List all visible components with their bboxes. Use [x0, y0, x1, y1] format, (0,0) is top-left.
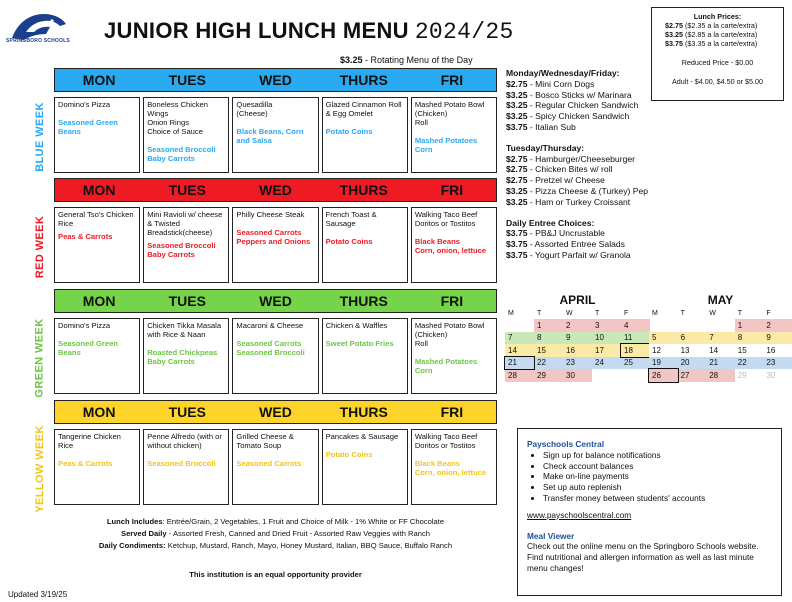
menu-item: Pancakes & Sausage [325, 432, 399, 441]
spacer [506, 133, 656, 143]
menu-side: Seasoned Broccoli [147, 459, 216, 468]
week-label [22, 313, 58, 403]
spacer [236, 118, 314, 127]
menu-cell [232, 318, 318, 394]
menu-cell [322, 97, 408, 173]
menu-item: Chicken & Waffles [325, 321, 388, 330]
calendar-day: 5 [649, 332, 678, 345]
day-header: WED [259, 404, 292, 420]
menu-cell [411, 318, 497, 394]
day-header-bar [54, 178, 497, 202]
spacer [236, 450, 314, 459]
day-header: FRI [440, 404, 464, 420]
includes-label: Lunch Includes [106, 517, 163, 526]
day-header: FRI [440, 182, 464, 198]
menu-item: Walking Taco Beef Doritos or Tostitos [414, 210, 478, 228]
menu-cell [143, 207, 229, 283]
menu-item: Glazed Cinnamon Roll & Egg Omelet [325, 100, 402, 118]
spacer [58, 109, 136, 118]
weekday-header: F [766, 309, 771, 317]
weekday-header: F [624, 309, 629, 317]
updated-date: Updated 3/19/25 [8, 590, 68, 599]
calendar-day: 17 [592, 344, 621, 357]
calendar-day: 29 [735, 369, 764, 382]
calendar-day: 7 [706, 332, 735, 345]
menu-side: Potato Coins [325, 237, 373, 246]
menu-cell [54, 429, 140, 505]
entree-name: - Assorted Entree Salads [527, 239, 625, 250]
menu-side: Seasoned Green Beans [58, 339, 118, 357]
entree-row [506, 239, 656, 250]
calendar-week-row [649, 369, 792, 382]
daily-text: - Assorted Fresh, Canned and Dried Fruit - Assorted Raw Veggies with Ranch [166, 529, 430, 538]
menu-footer [54, 516, 497, 552]
spacer [326, 118, 404, 127]
menu-cell [54, 207, 140, 283]
entree-choices [506, 68, 656, 261]
day-header: MON [82, 182, 116, 198]
entree-price: $3.75 [506, 121, 528, 132]
calendar-table [505, 307, 650, 382]
entree-row [506, 79, 656, 90]
calendar-day: 15 [534, 344, 563, 357]
price-note: ($2.35 a la carte/extra) [683, 21, 758, 30]
calendar-day: 26 [649, 369, 678, 382]
calendar-day [649, 319, 678, 332]
spacer [58, 330, 136, 339]
calendar-day: 9 [563, 332, 592, 345]
equal-opportunity-note: This institution is an equal opportunity provider [189, 570, 362, 579]
entree-row [506, 164, 656, 175]
menu-item: Mini Ravioli w/ cheese & Twisted Breadstick(cheese) [147, 210, 223, 237]
entree-price: $3.75 [506, 239, 528, 250]
menu-cell [232, 207, 318, 283]
calendar-day: 8 [534, 332, 563, 345]
entree-row [506, 186, 656, 197]
menu-item: Chicken Tikka Masala with Rice & Naan [147, 321, 222, 339]
entree-price: $2.75 [506, 164, 528, 175]
entree-name: - Ham or Turkey Croissant [527, 196, 631, 207]
calendar-day: 8 [735, 332, 764, 345]
calendar-day: 22 [534, 357, 563, 370]
list-item: • Sign up for balance notifications [543, 450, 772, 461]
spacer [326, 441, 404, 450]
day-header: FRI [440, 72, 464, 88]
day-header: THURS [339, 293, 388, 309]
calendar-month: APRIL [559, 293, 596, 307]
day-header: WED [259, 182, 292, 198]
menu-cell [232, 429, 318, 505]
calendar-day: 22 [735, 357, 764, 370]
spacer [415, 348, 493, 357]
calendar-week-row [649, 357, 792, 370]
menu-item: Domino's Pizza [58, 100, 111, 109]
calendar-day: 29 [534, 369, 563, 382]
week-label-text: RED WEEK [34, 215, 47, 279]
entree-row [506, 90, 656, 101]
week-row [54, 318, 497, 394]
calendar-day [706, 319, 735, 332]
title-text: JUNIOR HIGH LUNCH MENU [104, 18, 409, 43]
day-header: MON [82, 404, 116, 420]
menu-side: Roasted Chickpeas Baby Carrots [147, 348, 218, 366]
weekday-header: T [595, 309, 600, 317]
menu-side: Mashed Potatoes Corn [414, 136, 478, 154]
menu-side: Seasoned Broccoli Baby Carrots [147, 241, 216, 259]
calendar-day: 19 [649, 357, 678, 370]
entree-name: - PB&J Uncrustable [527, 228, 605, 239]
menu-cell [411, 429, 497, 505]
list-item: • Transfer money between students' accounts [543, 493, 772, 504]
calendar-day: 10 [592, 332, 621, 345]
menu-side: Black Beans Corn, onion, lettuce [414, 459, 487, 477]
calendar-day: 9 [763, 332, 792, 345]
menu-side: Seasoned Carrots Peppers and Onions [236, 228, 311, 246]
entree-name: - Bosco Sticks w/ Marinara [527, 89, 632, 100]
menu-cell [143, 429, 229, 505]
calendar-day: 2 [763, 319, 792, 332]
day-header: TUES [168, 182, 206, 198]
calendar-day: 15 [735, 344, 764, 357]
menu-side: Peas & Carrots [58, 459, 113, 468]
rotating-price: $3.25 [340, 55, 363, 65]
calendar-day [678, 319, 707, 332]
day-header: TUES [168, 72, 206, 88]
entree-name: - Pizza Cheese & (Turkey) Pep [527, 185, 649, 196]
calendar-day: 6 [678, 332, 707, 345]
menu-item: General Tso's Chicken Rice [58, 210, 134, 228]
calendar-day: 12 [649, 344, 678, 357]
spacer [147, 339, 225, 348]
entree-price: $3.25 [506, 196, 528, 207]
calendar-day [592, 369, 621, 382]
menu-item: Penne Alfredo (with or without chicken) [147, 432, 222, 450]
entree-row [506, 111, 656, 122]
menu-item: Boneless Chicken Wings Onion Rings Choice of Sauce [147, 100, 208, 136]
prices-title: Lunch Prices: [693, 12, 742, 21]
calendar-header-row [649, 307, 792, 319]
calendar-day: 14 [505, 344, 534, 357]
day-header: WED [259, 72, 292, 88]
calendar-table [649, 307, 792, 382]
entree-price: $3.25 [506, 89, 528, 100]
price-note: ($3.35 a la carte/extra) [683, 39, 758, 48]
menu-side: Mashed Potatoes Corn [414, 357, 478, 375]
calendar-day: 28 [706, 369, 735, 382]
rotating-text: - Rotating Menu of the Day [362, 55, 473, 65]
calendar-header-row [505, 307, 650, 319]
calendar-week-row [505, 344, 650, 357]
entree-price: $3.25 [506, 111, 528, 122]
entree-price: $2.75 [506, 153, 528, 164]
entree-section-title: Tuesday/Thursday: [506, 142, 585, 153]
menu-side: Sweet Potato Fries [325, 339, 394, 348]
calendar-day: 4 [621, 319, 650, 332]
day-header: WED [259, 293, 292, 309]
calendar-day: 1 [735, 319, 764, 332]
week-row [54, 429, 497, 505]
payschools-link[interactable]: www.payschoolscentral.com [527, 509, 632, 520]
calendar-day: 1 [534, 319, 563, 332]
payschools-title: Payschools Central [527, 439, 605, 449]
spacer [506, 208, 656, 218]
calendar-day: 21 [706, 357, 735, 370]
list-item: • Check account balances [543, 461, 772, 472]
week-label [22, 202, 58, 292]
entree-price: $3.75 [506, 228, 528, 239]
entree-price: $3.25 [506, 100, 528, 111]
entree-name: - Hamburger/Cheeseburger [527, 153, 635, 164]
menu-item: French Toast & Sausage [325, 210, 377, 228]
menu-item: Quesadilla (Cheese) [236, 100, 273, 118]
calendar-day: 16 [763, 344, 792, 357]
entree-price: $3.75 [506, 249, 528, 260]
day-header-bar [54, 289, 497, 313]
spacer [415, 450, 493, 459]
day-header: THURS [339, 182, 388, 198]
list-item: • Set up auto replenish [543, 482, 772, 493]
spacer [58, 450, 136, 459]
menu-item: Grilled Cheese & Tomato Soup [236, 432, 294, 450]
week-label [22, 424, 58, 514]
calendar-may [649, 293, 792, 382]
calendar-week-row [649, 332, 792, 345]
entree-name: - Yogurt Parfait w/ Granola [527, 249, 631, 260]
week-label [22, 92, 58, 182]
calendar-day: 30 [763, 369, 792, 382]
entree-row [506, 228, 656, 239]
calendar-day: 2 [563, 319, 592, 332]
menu-cell [143, 318, 229, 394]
menu-cell [322, 207, 408, 283]
day-header: THURS [339, 404, 388, 420]
price-note: ($2.85 a la carte/extra) [683, 30, 758, 39]
calendar-week-row [505, 369, 650, 382]
menu-item: Philly Cheese Steak [236, 210, 305, 219]
lunch-prices-box [651, 7, 784, 101]
menu-side: Seasoned Green Beans [58, 118, 118, 136]
page-title [104, 18, 514, 45]
price-value: $3.25 [665, 30, 683, 39]
logo-text: SPRINGBORO SCHOOLS [6, 38, 70, 44]
entree-section-title: Daily Entree Choices: [506, 217, 595, 228]
menu-cell [54, 97, 140, 173]
list-item: • Make on-line payments [543, 471, 772, 482]
menu-side: Potato Coins [325, 127, 373, 136]
calendar-day: 30 [563, 369, 592, 382]
menu-side: Black Beans, Corn and Salsa [236, 127, 304, 145]
menu-side: Potato Coins [325, 450, 373, 459]
entree-name: - Mini Corn Dogs [527, 78, 595, 89]
menu-side: Seasoned Carrots [236, 459, 302, 468]
calendar-day [621, 369, 650, 382]
menu-cell [411, 97, 497, 173]
calendar-week-row [649, 319, 792, 332]
calendar-april [505, 293, 650, 382]
payschools-list [527, 450, 772, 504]
meal-viewer-title: Meal Viewer [527, 530, 575, 541]
menu-item: Walking Taco Beef Doritos or Tostitos [414, 432, 478, 450]
entree-price: $2.75 [506, 78, 528, 89]
entree-name: - Chicken Bites w/ roll [527, 164, 613, 175]
day-header: TUES [168, 293, 206, 309]
entree-price: $2.75 [506, 175, 528, 186]
menu-side: Black Beans Corn, onion, lettuce [414, 237, 487, 255]
entree-section-title: Monday/Wednesday/Friday: [506, 68, 620, 78]
includes-text: : Entrée/Grain, 2 Vegetables, 1 Fruit and Choice of Milk - 1% White or FF Chocolate [162, 517, 445, 526]
weekday-header: T [537, 309, 542, 317]
weekday-header: M [508, 309, 514, 317]
calendar-day: 27 [678, 369, 707, 382]
entree-row [506, 197, 656, 208]
calendar-day: 25 [621, 357, 650, 370]
school-year: 2024/25 [414, 19, 514, 45]
menu-cell [411, 207, 497, 283]
calendar-day: 23 [563, 357, 592, 370]
week-label-text: YELLOW WEEK [34, 425, 47, 513]
calendar-day: 13 [678, 344, 707, 357]
reduced-price: Reduced Price - $0.00 [681, 58, 754, 67]
price-value: $2.75 [665, 21, 683, 30]
menu-item: Mashed Potato Bowl (Chicken) Roll [414, 100, 485, 127]
entree-row [506, 175, 656, 186]
calendar-week-row [505, 357, 650, 370]
calendar-day: 16 [563, 344, 592, 357]
menu-side: Seasoned Broccoli Baby Carrots [147, 145, 216, 163]
menu-cell [143, 97, 229, 173]
entree-row [506, 122, 656, 133]
calendar-day [505, 319, 534, 332]
spacer [147, 450, 225, 459]
calendar-day: 14 [706, 344, 735, 357]
menu-cell [232, 97, 318, 173]
week-label-text: GREEN WEEK [34, 318, 46, 398]
menu-side: Seasoned Carrots Seasoned Broccoli [236, 339, 305, 357]
calendar-day: 28 [505, 369, 534, 382]
menu-cell [322, 429, 408, 505]
calendar-week-row [505, 332, 650, 345]
menu-item: Tangerine Chicken Rice [58, 432, 121, 450]
spacer [147, 136, 225, 145]
menu-side: Peas & Carrots [58, 232, 113, 241]
calendar-day: 7 [505, 332, 534, 345]
price-value: $3.75 [665, 39, 683, 48]
adult-price: Adult - $4.00, $4.50 or $5.00 [671, 77, 764, 86]
entree-name: - Pretzel w/ Cheese [527, 175, 605, 186]
entree-price: $3.25 [506, 185, 528, 196]
day-header: THURS [339, 72, 388, 88]
entree-row [506, 100, 656, 111]
spacer [236, 219, 314, 228]
meal-viewer-text: Check out the online menu on the Springboro Schools website. Find nutritional and allergen information as well as last minute menu changes! [527, 541, 759, 573]
payschools-box [517, 428, 782, 596]
day-header: MON [82, 293, 116, 309]
day-header: MON [82, 72, 116, 88]
menu-cell [322, 318, 408, 394]
calendar-day: 21 [505, 357, 534, 370]
weekday-header: W [709, 309, 716, 317]
daily-label: Served Daily [121, 529, 167, 538]
entree-name: - Italian Sub [527, 121, 576, 132]
condiments-label: Daily Condiments: [98, 541, 166, 550]
weekday-header: T [680, 309, 685, 317]
week-label-text: BLUE WEEK [34, 102, 47, 172]
menu-item: Mashed Potato Bowl (Chicken) Roll [414, 321, 485, 348]
week-row [54, 207, 497, 283]
day-header-bar [54, 400, 497, 424]
entree-row [506, 154, 656, 165]
rotating-menu-note [340, 55, 473, 65]
menu-cell [54, 318, 140, 394]
calendar-day: 24 [592, 357, 621, 370]
calendar-day: 23 [763, 357, 792, 370]
spacer [326, 330, 404, 339]
entree-row [506, 250, 656, 261]
condiments-text: Ketchup, Mustard, Ranch, Mayo, Honey Mustard, Italian, BBQ Sauce, Buffalo Ranch [165, 541, 453, 550]
weekday-header: M [652, 309, 658, 317]
calendar-week-row [505, 319, 650, 332]
day-header-bar [54, 68, 497, 92]
spacer [326, 228, 404, 237]
weekday-header: T [737, 309, 743, 317]
week-row [54, 97, 497, 173]
spacer [236, 330, 314, 339]
entree-name: - Regular Chicken Sandwich [527, 100, 639, 111]
calendar-week-row [649, 344, 792, 357]
spacer [415, 228, 493, 237]
calendar-day: 11 [621, 332, 650, 345]
day-header: TUES [168, 404, 206, 420]
menu-item: Domino's Pizza [58, 321, 111, 330]
calendar-month: MAY [707, 293, 734, 307]
spacer [415, 127, 493, 136]
weekday-header: W [566, 309, 573, 317]
entree-name: - Spicy Chicken Sandwich [527, 111, 630, 122]
calendar-day: 20 [678, 357, 707, 370]
menu-item: Macaroni & Cheese [236, 321, 304, 330]
day-header: FRI [440, 293, 464, 309]
calendar-day: 3 [592, 319, 621, 332]
calendar-day: 18 [621, 344, 650, 357]
